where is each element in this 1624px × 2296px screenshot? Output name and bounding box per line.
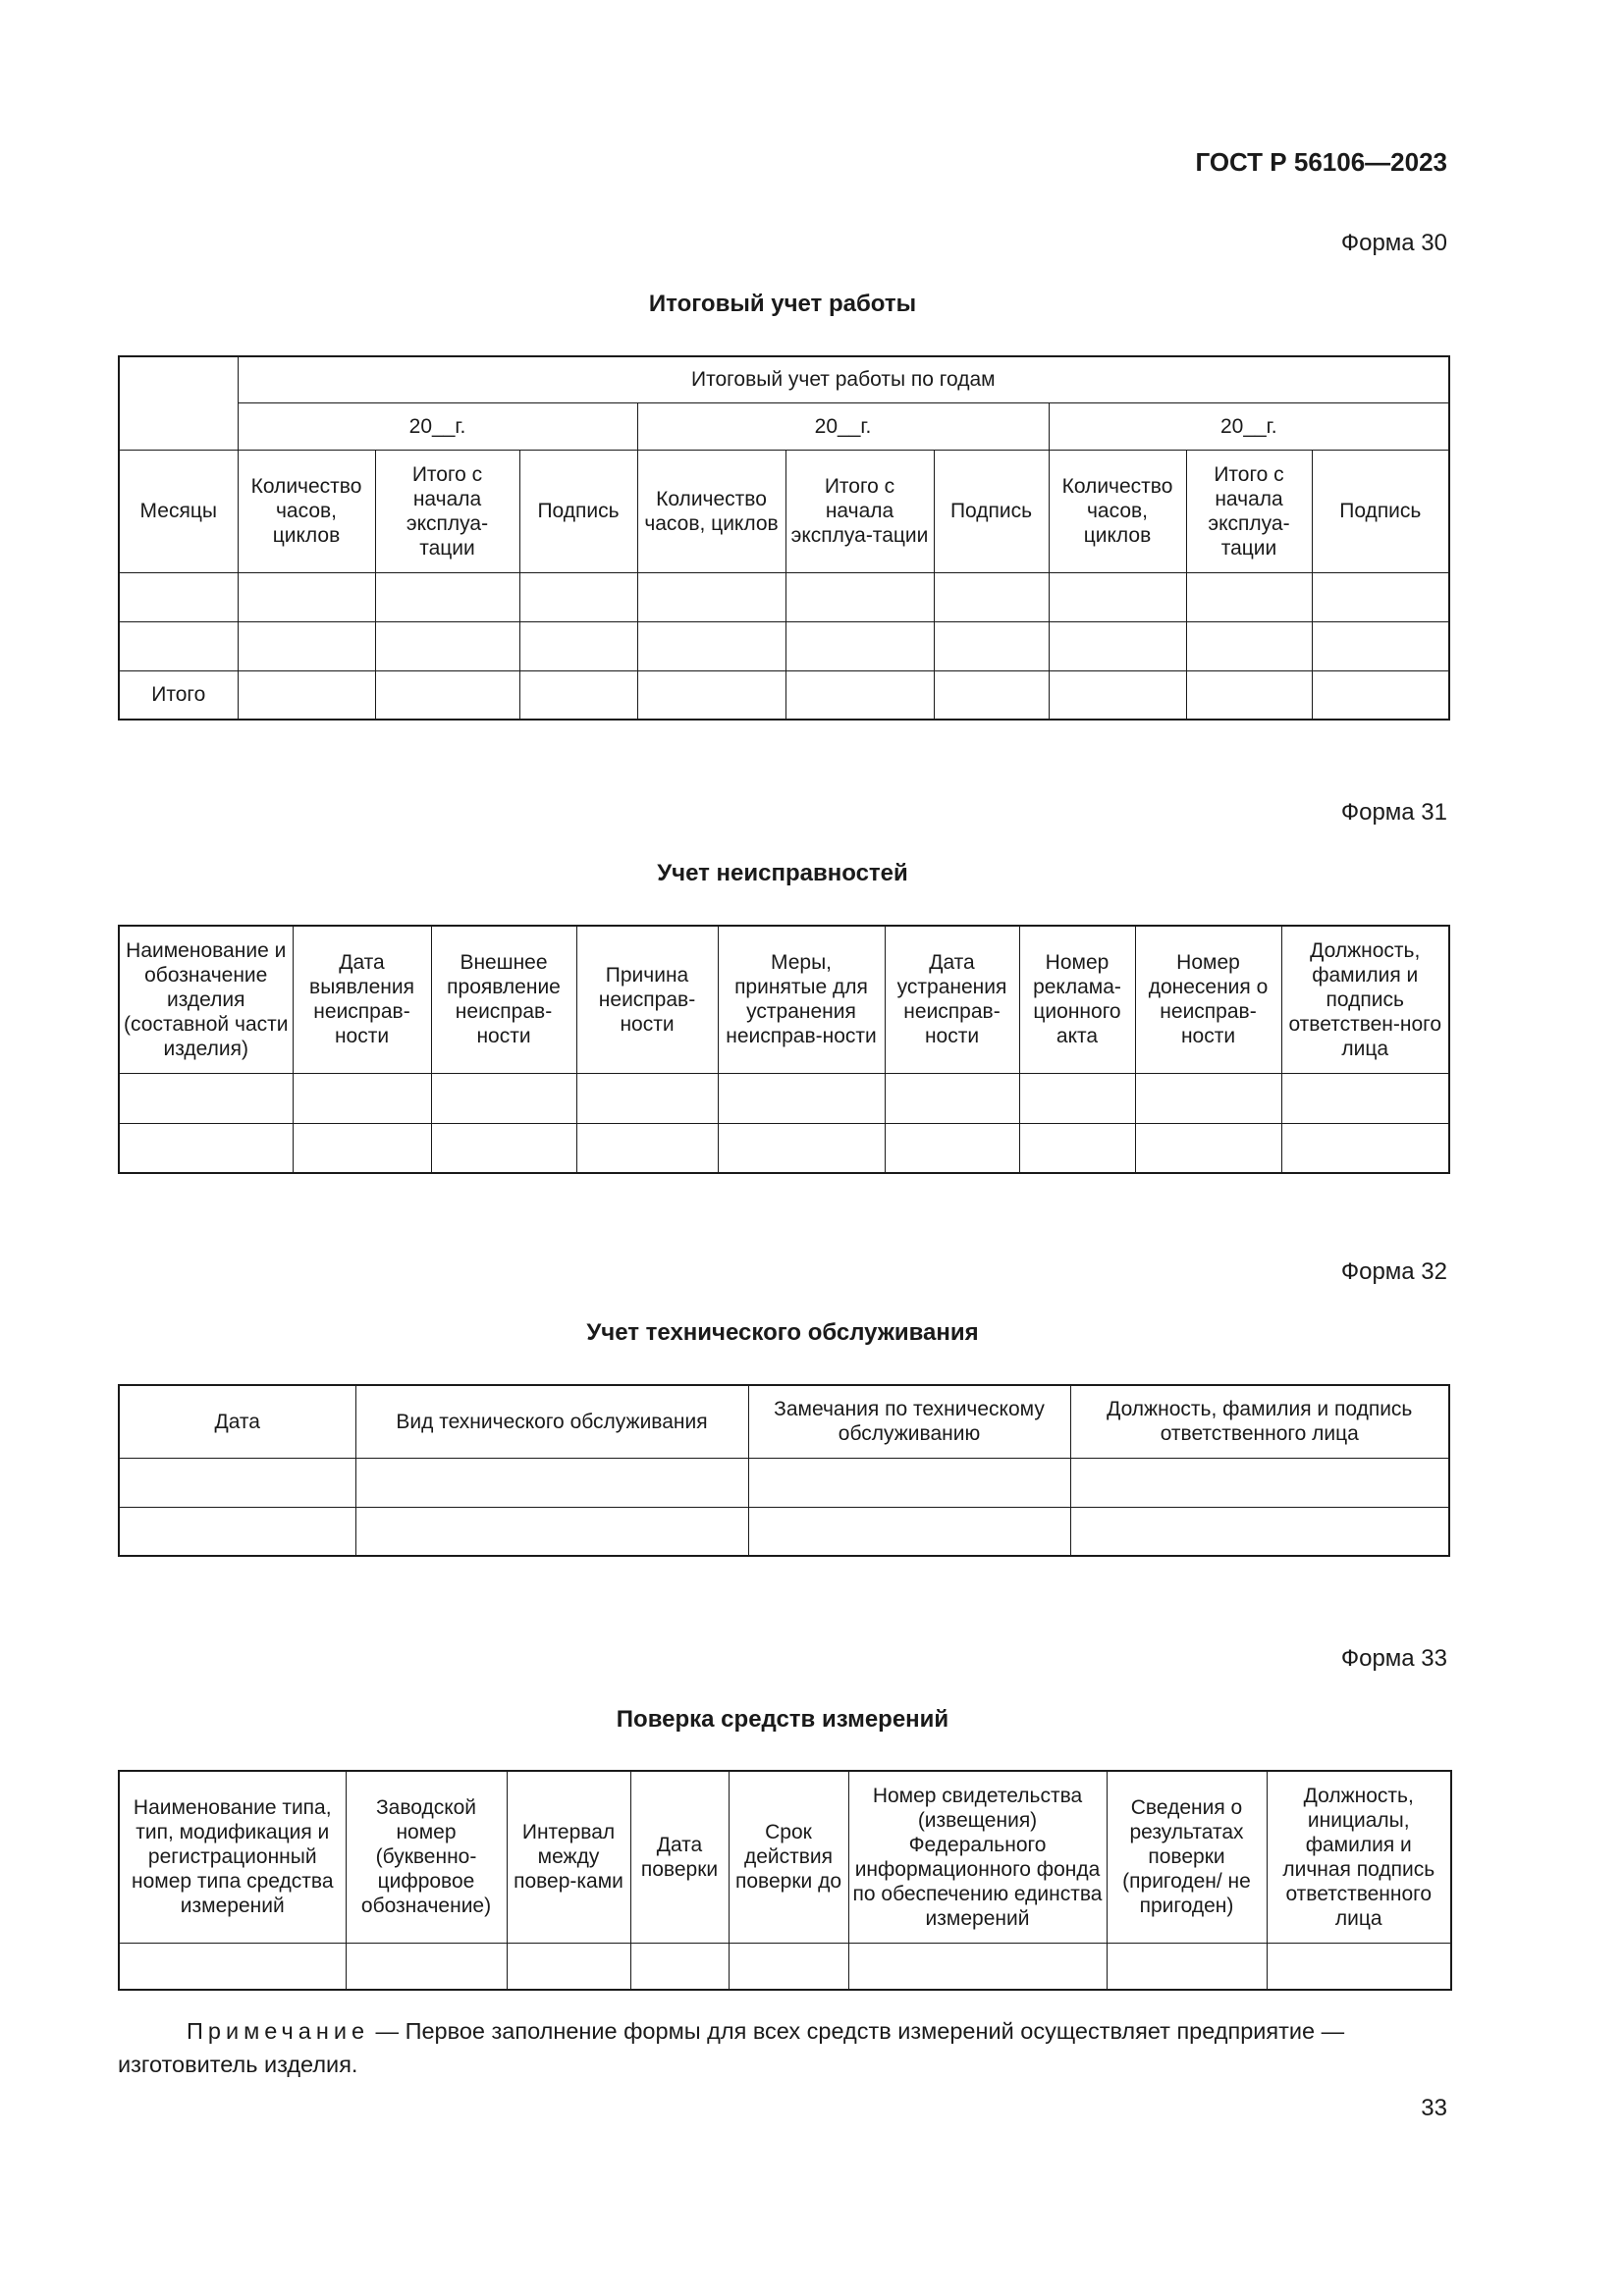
- column-header: Номер реклама-ционного акта: [1019, 926, 1135, 1073]
- empty-cell: [346, 1943, 507, 1990]
- empty-cell: [119, 1943, 346, 1990]
- empty-cell: [355, 1507, 748, 1556]
- empty-cell: [1070, 1458, 1449, 1507]
- empty-cell: [119, 1073, 293, 1123]
- empty-cell: [718, 1073, 885, 1123]
- empty-cell: [1312, 572, 1449, 621]
- column-header: Итого с начала эксплуа-тации: [785, 450, 934, 572]
- column-header: Номер донесения о неисправ-ности: [1135, 926, 1281, 1073]
- empty-cell: [375, 670, 519, 720]
- empty-cell: [637, 621, 785, 670]
- empty-cell: [934, 670, 1049, 720]
- empty-cell: [1312, 621, 1449, 670]
- column-header: Количество часов, циклов: [637, 450, 785, 572]
- column-header: Причина неисправ-ности: [576, 926, 718, 1073]
- column-header: Вид технического обслуживания: [355, 1385, 748, 1458]
- empty-cell: [293, 1123, 431, 1173]
- empty-cell: [785, 572, 934, 621]
- empty-cell: [1186, 572, 1312, 621]
- form-33-title: Поверка средств измерений: [616, 1706, 949, 1733]
- empty-cell: [1312, 670, 1449, 720]
- empty-cell: [119, 621, 238, 670]
- column-header: Замечания по техническому обслуживанию: [748, 1385, 1070, 1458]
- empty-cell: [630, 1943, 729, 1990]
- empty-cell: [238, 670, 375, 720]
- empty-cell: [1267, 1943, 1451, 1990]
- column-header: Количество часов, циклов: [238, 450, 375, 572]
- column-header: Наименование и обозначение изделия (составной части изделия): [119, 926, 293, 1073]
- empty-cell: [576, 1073, 718, 1123]
- empty-cell: [785, 621, 934, 670]
- page-number: 33: [1421, 2095, 1447, 2121]
- empty-cell: [519, 621, 637, 670]
- empty-cell: [934, 621, 1049, 670]
- empty-cell: [729, 1943, 848, 1990]
- empty-cell: [885, 1123, 1019, 1173]
- column-header: Должность, фамилия и подпись ответствен-ного лица: [1281, 926, 1449, 1073]
- column-header: Дата поверки: [630, 1771, 729, 1943]
- empty-cell: [1019, 1123, 1135, 1173]
- table-row: [119, 1123, 1449, 1173]
- empty-cell: [238, 621, 375, 670]
- empty-cell: [519, 572, 637, 621]
- empty-cell: [637, 670, 785, 720]
- empty-cell: [1019, 1073, 1135, 1123]
- column-header: Дата: [119, 1385, 355, 1458]
- empty-cell: [1135, 1073, 1281, 1123]
- column-header: Итого с начала эксплуа-тации: [1186, 450, 1312, 572]
- empty-cell: [519, 670, 637, 720]
- empty-cell: [1049, 670, 1186, 720]
- empty-cell: [1049, 572, 1186, 621]
- column-header: Срок действия поверки до: [729, 1771, 848, 1943]
- column-header: Должность, фамилия и подпись ответственного лица: [1070, 1385, 1449, 1458]
- empty-cell: [431, 1123, 576, 1173]
- corner-cell: [119, 356, 238, 450]
- column-header: Внешнее проявление неисправ-ности: [431, 926, 576, 1073]
- column-header: Должность, инициалы, фамилия и личная подпись ответственного лица: [1267, 1771, 1451, 1943]
- empty-cell: [576, 1123, 718, 1173]
- empty-cell: [119, 1507, 355, 1556]
- column-header: Номер свидетельства (извещения) Федерального информационного фонда по обеспечению единства измерений: [848, 1771, 1107, 1943]
- form-30-label: Форма 30: [1340, 230, 1447, 256]
- empty-cell: [1281, 1123, 1449, 1173]
- empty-cell: [1107, 1943, 1267, 1990]
- total-row: [119, 670, 1449, 720]
- empty-cell: [293, 1073, 431, 1123]
- empty-cell: [748, 1458, 1070, 1507]
- column-header: Наименование типа, тип, модификация и регистрационный номер типа средства измерений: [119, 1771, 346, 1943]
- column-header: Сведения о результатах поверки (пригоден/ не пригоден): [1107, 1771, 1267, 1943]
- empty-cell: [1070, 1507, 1449, 1556]
- form-32-label: Форма 32: [1340, 1258, 1447, 1285]
- note-prefix: Примечание: [187, 2018, 370, 2044]
- empty-cell: [1049, 621, 1186, 670]
- empty-cell: [1135, 1123, 1281, 1173]
- column-header: Заводской номер (буквенно-цифровое обозначение): [346, 1771, 507, 1943]
- form-30-title: Итоговый учет работы: [648, 291, 917, 317]
- column-header: Интервал между повер-ками: [507, 1771, 630, 1943]
- column-header: Меры, принятые для устранения неисправ-ности: [718, 926, 885, 1073]
- year-header: 20__г.: [1049, 402, 1449, 450]
- empty-cell: [119, 572, 238, 621]
- empty-cell: [718, 1123, 885, 1173]
- table-row: [119, 1507, 1449, 1556]
- table-row: [119, 1073, 1449, 1123]
- months-header: Месяцы: [119, 450, 238, 572]
- form-31-table: [118, 925, 1450, 1174]
- column-header: Подпись: [934, 450, 1049, 572]
- column-header: Итого с начала эксплуа-тации: [375, 450, 519, 572]
- empty-cell: [1186, 670, 1312, 720]
- note-paragraph: [118, 2014, 1453, 2081]
- empty-cell: [934, 572, 1049, 621]
- table-row: [119, 621, 1449, 670]
- year-header: 20__г.: [238, 402, 637, 450]
- empty-cell: [1281, 1073, 1449, 1123]
- empty-cell: [119, 1123, 293, 1173]
- empty-cell: [375, 572, 519, 621]
- empty-cell: [785, 670, 934, 720]
- standard-number: ГОСТ Р 56106—2023: [1195, 147, 1447, 177]
- note-text: — Первое заполнение формы для всех средств измерений осуществляет предприятие — изготовитель изделия.: [118, 2018, 1345, 2077]
- form-32-title: Учет технического обслуживания: [586, 1319, 979, 1346]
- table-row: [119, 1458, 1449, 1507]
- empty-cell: [848, 1943, 1107, 1990]
- form-33-table: [118, 1770, 1452, 1991]
- empty-cell: [355, 1458, 748, 1507]
- empty-cell: [507, 1943, 630, 1990]
- column-header: Дата устранения неисправ-ности: [885, 926, 1019, 1073]
- table-row: [119, 1943, 1451, 1990]
- empty-cell: [637, 572, 785, 621]
- year-header: 20__г.: [637, 402, 1049, 450]
- empty-cell: [238, 572, 375, 621]
- total-label: Итого: [119, 670, 238, 720]
- table-row: [119, 572, 1449, 621]
- empty-cell: [1186, 621, 1312, 670]
- column-header: Подпись: [1312, 450, 1449, 572]
- form-31-label: Форма 31: [1340, 799, 1447, 826]
- empty-cell: [375, 621, 519, 670]
- empty-cell: [748, 1507, 1070, 1556]
- group-header: Итоговый учет работы по годам: [238, 356, 1449, 402]
- form-30-table: [118, 355, 1450, 721]
- empty-cell: [119, 1458, 355, 1507]
- form-31-title: Учет неисправностей: [657, 860, 908, 886]
- empty-cell: [431, 1073, 576, 1123]
- column-header: Количество часов, циклов: [1049, 450, 1186, 572]
- column-header: Подпись: [519, 450, 637, 572]
- empty-cell: [885, 1073, 1019, 1123]
- form-33-label: Форма 33: [1340, 1645, 1447, 1672]
- column-header: Дата выявления неисправ-ности: [293, 926, 431, 1073]
- form-32-table: [118, 1384, 1450, 1557]
